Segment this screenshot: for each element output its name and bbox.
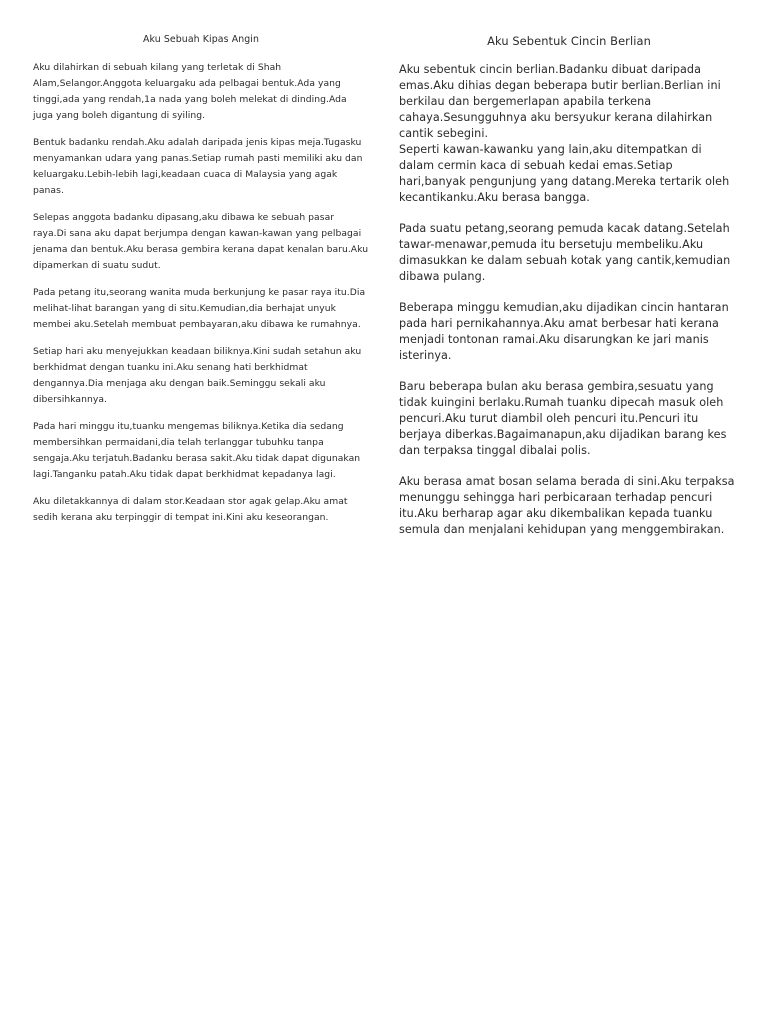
left-paragraph-7: Aku diletakkannya di dalam stor.Keadaan stor agak gelap.Aku amat sedih kerana aku terpinggir di tempat ini.Kini aku keseorangan. xyxy=(33,496,348,523)
left-essay-title: Aku Sebuah Kipas Angin xyxy=(142,34,260,45)
right-paragraph-1: Aku sebentuk cincin berlian.Badanku dibuat daripada emas.Aku dihias degan beberapa butir berlian.Berlian ini berkilau dan bergemerlapan apabila terkena cahaya.Sesungguhnya aku bersyukur kerana dilahirkan cantik sebegini. xyxy=(399,63,721,140)
right-paragraph-2: Seperti kawan-kawanku yang lain,aku ditempatkan di dalam cermin kaca di sebuah kedai emas.Setiap hari,banyak pengunjung yang datang.Mereka tertarik oleh kecantikanku.Aku berasa bangga. xyxy=(399,143,730,204)
left-paragraph-4: Pada petang itu,seorang wanita muda berkunjung ke pasar raya itu.Dia melihat-lihat barangan yang di situ.Kemudian,dia berhajat unyuk membei aku.Setelah membuat pembayaran,aku dibawa ke rumahnya. xyxy=(33,287,366,330)
right-paragraph-4: Beberapa minggu kemudian,aku dijadikan cincin hantaran pada hari pernikahannya.Aku amat berbesar hati kerana menjadi tontonan ramai.Aku disarungkan ke jari manis isterinya. xyxy=(399,301,729,362)
left-paragraph-2: Bentuk badanku rendah.Aku adalah daripada jenis kipas meja.Tugasku menyamankan udara yang panas.Setiap rumah pasti memiliki aku dan keluargaku.Lebih-lebih lagi,keadaan cuaca di Malaysia yang agak panas. xyxy=(33,137,363,196)
right-paragraph-6: Aku berasa amat bosan selama berada di sini.Aku terpaksa menunggu sehingga hari perbicaraan terhadap pencuri itu.Aku berharap agar aku dikembalikan kepada tuanku semula dan menjalani kehidupan yang menggembirakan. xyxy=(399,475,735,536)
left-column-essay xyxy=(33,32,369,537)
right-essay-title: Aku Sebentuk Cincin Berlian xyxy=(487,34,651,48)
left-paragraph-1: Aku dilahirkan di sebuah kilang yang terletak di Shah Alam,Selangor.Anggota keluargaku ada pelbagai bentuk.Ada yang tinggi,ada yang rendah,1a nada yang boleh melekat di dinding.Ada juga yang boleh digantung di syiling. xyxy=(33,62,347,121)
right-paragraph-3: Pada suatu petang,seorang pemuda kacak datang.Setelah tawar-menawar,pemuda itu bersetuju membeliku.Aku dimasukkan ke dalam sebuah kotak yang cantik,kemudian dibawa pulang. xyxy=(399,222,731,283)
left-paragraph-5: Setiap hari aku menyejukkan keadaan biliknya.Kini sudah setahun aku berkhidmat dengan tuanku ini.Aku senang hati berkhidmat dengannya.Dia menjaga aku dengan baik.Seminggu sekali aku dibersihkannya. xyxy=(33,346,362,405)
left-paragraph-6: Pada hari minggu itu,tuanku mengemas biliknya.Ketika dia sedang membersihkan permaidani,dia telah terlanggar tubuhku tanpa sengaja.Aku terjatuh.Badanku berasa sakit.Aku tidak dapat digunakan lagi.Tanganku patah.Aku tidak dapat berkhidmat kepadanya lagi. xyxy=(33,421,361,480)
right-paragraph-5: Baru beberapa bulan aku berasa gembira,sesuatu yang tidak kuingini berlaku.Rumah tuanku dipecah masuk oleh pencuri.Aku turut diambil oleh pencuri itu.Pencuri itu berjaya diberkas.Bagaimanapun,aku dijadikan barang kes dan terpaksa tinggal dibalai polis. xyxy=(399,380,727,457)
right-column-essay xyxy=(399,33,739,553)
left-paragraph-3: Selepas anggota badanku dipasang,aku dibawa ke sebuah pasar raya.Di sana aku dapat berjumpa dengan kawan-kawan yang pelbagai jenama dan bentuk.Aku berasa gembira kerana dapat kenalan baru.Aku dipamerkan di suatu sudut. xyxy=(33,212,369,271)
